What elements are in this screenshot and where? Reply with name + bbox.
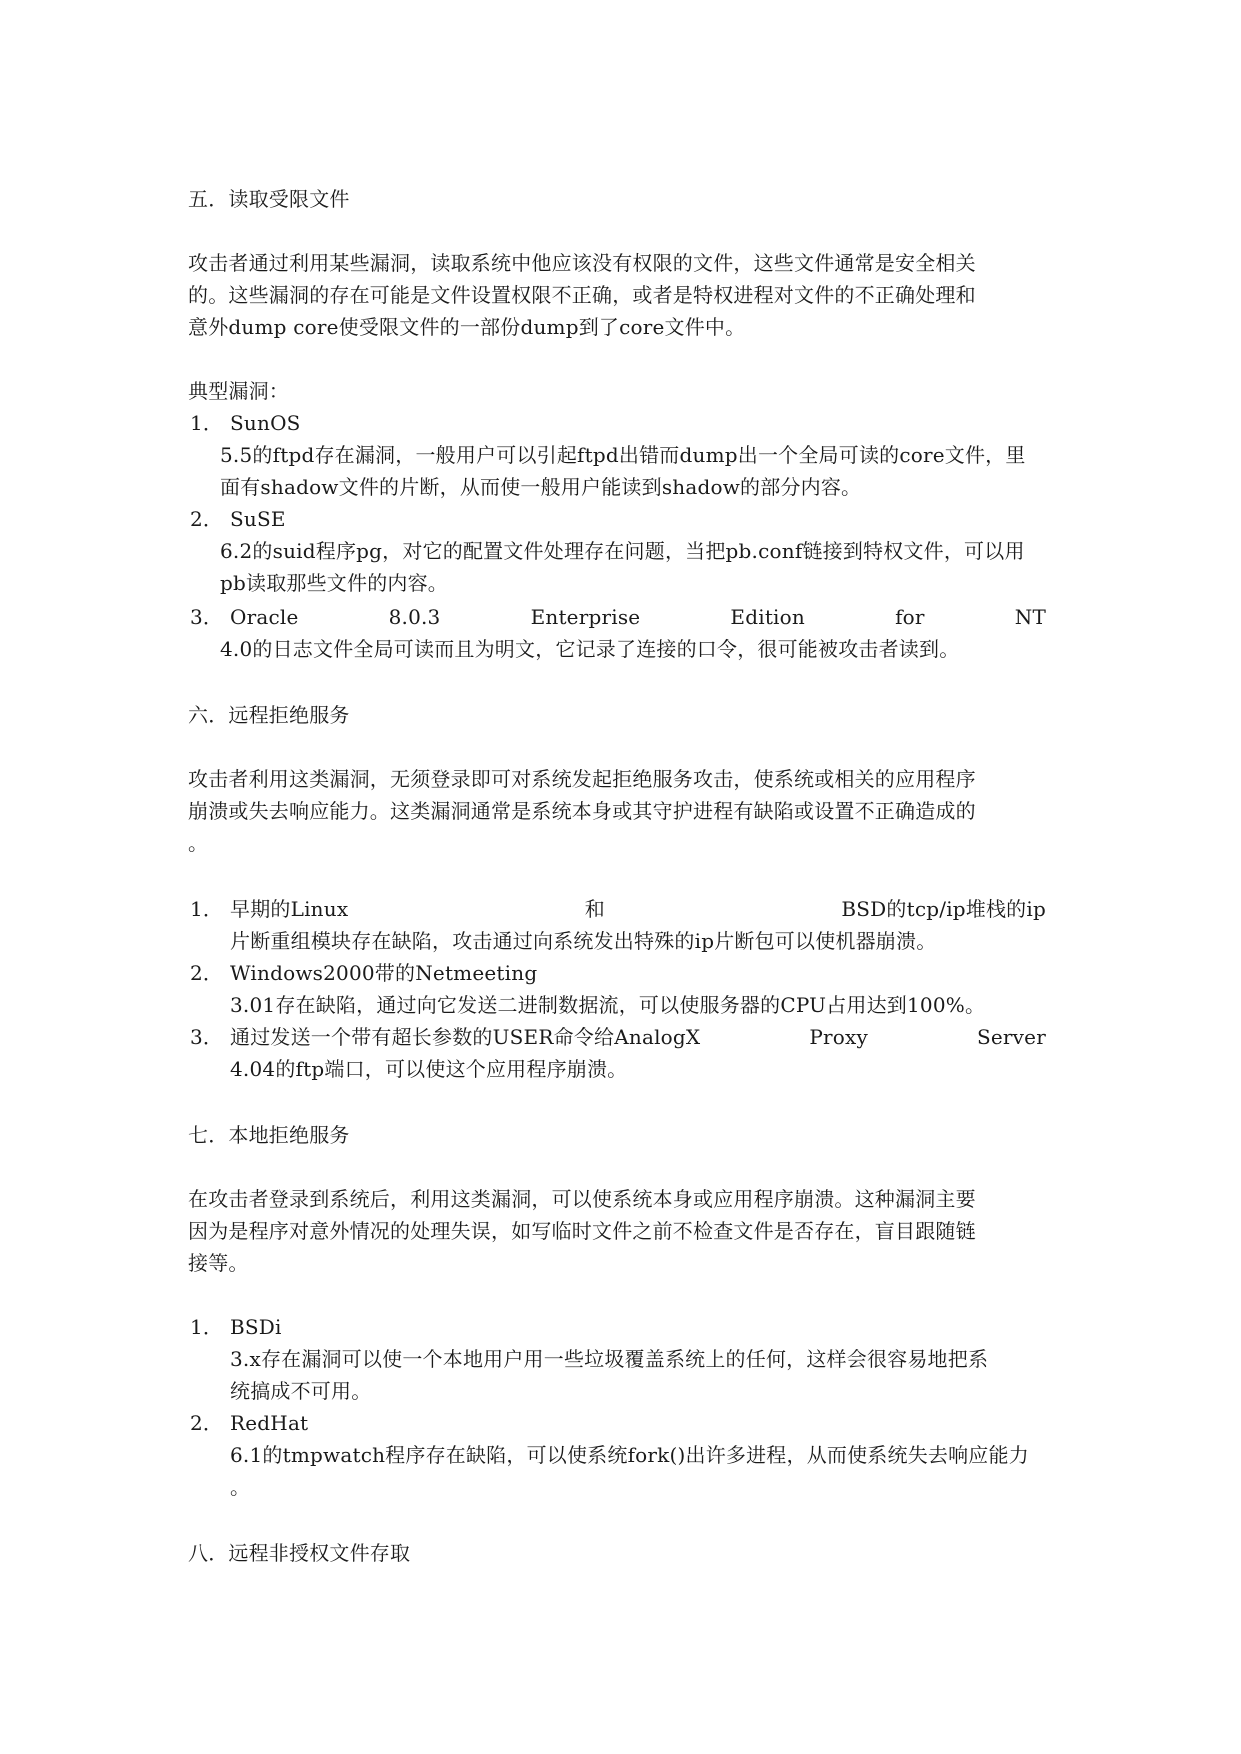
paragraph-line: 攻击者利用这类漏洞，无须登录即可对系统发起拒绝服务攻击，使系统或相关的应用程序 xyxy=(188,767,976,791)
list-item-number: 2． xyxy=(190,1411,224,1435)
list-item-title xyxy=(190,1408,308,1438)
list-item-label: SuSE xyxy=(230,507,286,531)
list-item-word: for xyxy=(895,605,925,629)
section-heading-5: 五．读取受限文件 xyxy=(188,187,350,211)
list-item-text: 片断重组模块存在缺陷，攻击通过向系统发出特殊的ip片断包可以使机器崩溃。 xyxy=(230,929,937,953)
paragraph-line: 攻击者通过利用某些漏洞，读取系统中他应该没有权限的文件，这些文件通常是安全相关 xyxy=(188,251,976,275)
list-item-text: 统搞成不可用。 xyxy=(230,1379,372,1403)
list-item-number: 3． xyxy=(190,605,224,629)
list-item-number: 2． xyxy=(190,961,224,985)
list-item-text: 6.1的tmpwatch程序存在缺陷，可以使系统fork()出许多进程，从而使系统失去响应能力 xyxy=(230,1443,1029,1467)
list-item-text: 4.04的ftp端口，可以使这个应用程序崩溃。 xyxy=(230,1057,628,1081)
list-item-title xyxy=(190,958,537,988)
list-item-label: RedHat xyxy=(230,1411,309,1435)
list-item-text: pb读取那些文件的内容。 xyxy=(220,571,449,595)
list-item-text: 5.5的ftpd存在漏洞，一般用户可以引起ftpd出错而dump出一个全局可读的core文件，里 xyxy=(220,443,1026,467)
paragraph-line: 意外dump core使受限文件的一部份dump到了core文件中。 xyxy=(188,315,746,339)
paragraph-line: 崩溃或失去响应能力。这类漏洞通常是系统本身或其守护进程有缺陷或设置不正确造成的 xyxy=(188,799,976,823)
paragraph-line: 。 xyxy=(188,831,209,855)
list-item-text: 4.0的日志文件全局可读而且为明文，它记录了连接的口令，很可能被攻击者读到。 xyxy=(220,637,960,661)
list-item-word: BSD的tcp/ip堆栈的ip xyxy=(841,897,1046,921)
list-item-number: 1． xyxy=(190,897,224,921)
list-item-title xyxy=(190,894,1046,924)
list-item-text: 6.2的suid程序pg，对它的配置文件处理存在问题，当把pb.conf链接到特权文件，可以用 xyxy=(220,539,1025,563)
list-item-text: 3.x存在漏洞可以使一个本地用户用一些垃圾覆盖系统上的任何，这样会很容易地把系 xyxy=(230,1347,989,1371)
list-item-title xyxy=(190,408,301,438)
list-item-word: 8.0.3 xyxy=(388,605,441,629)
list-item-number: 2． xyxy=(190,507,224,531)
list-item-title xyxy=(190,602,1046,632)
list-item-title xyxy=(190,1022,1046,1052)
list-item-label: Windows2000带的Netmeeting xyxy=(230,961,538,985)
list-item-number: 3． xyxy=(190,1025,224,1049)
list-item-word: 早期的Linux xyxy=(230,897,349,921)
list-item-number: 1． xyxy=(190,411,224,435)
list-item-word: Proxy xyxy=(809,1025,868,1049)
list-item-text: 面有shadow文件的片断，从而使一般用户能读到shadow的部分内容。 xyxy=(220,475,862,499)
typical-vulns-label: 典型漏洞： xyxy=(188,379,289,403)
paragraph-line: 接等。 xyxy=(188,1251,249,1275)
section-heading-8: 八．远程非授权文件存取 xyxy=(188,1541,411,1565)
list-item-word: 和 xyxy=(584,897,605,921)
list-item-label: BSDi xyxy=(230,1315,282,1339)
list-item-word: Oracle xyxy=(230,605,299,629)
list-item-word: Server xyxy=(976,1025,1046,1049)
paragraph-line: 的。这些漏洞的存在可能是文件设置权限不正确，或者是特权进程对文件的不正确处理和 xyxy=(188,283,976,307)
paragraph-line: 在攻击者登录到系统后，利用这类漏洞，可以使系统本身或应用程序崩溃。这种漏洞主要 xyxy=(188,1187,976,1211)
list-item-word: Edition xyxy=(730,605,805,629)
section-heading-7: 七．本地拒绝服务 xyxy=(188,1123,350,1147)
list-item-word: NT xyxy=(1014,605,1046,629)
paragraph-line: 因为是程序对意外情况的处理失误，如写临时文件之前不检查文件是否存在，盲目跟随链 xyxy=(188,1219,976,1243)
list-item-label: SunOS xyxy=(230,411,301,435)
list-item-text: 。 xyxy=(230,1475,251,1499)
list-item-text: 3.01存在缺陷，通过向它发送二进制数据流，可以使服务器的CPU占用达到100%。 xyxy=(230,993,986,1017)
list-item-word: Enterprise xyxy=(530,605,641,629)
list-item-title xyxy=(190,504,286,534)
section-heading-6: 六．远程拒绝服务 xyxy=(188,703,350,727)
list-item-number: 1． xyxy=(190,1315,224,1339)
list-item-word: 通过发送一个带有超长参数的USER命令给AnalogX xyxy=(230,1025,701,1049)
list-item-title xyxy=(190,1312,282,1342)
